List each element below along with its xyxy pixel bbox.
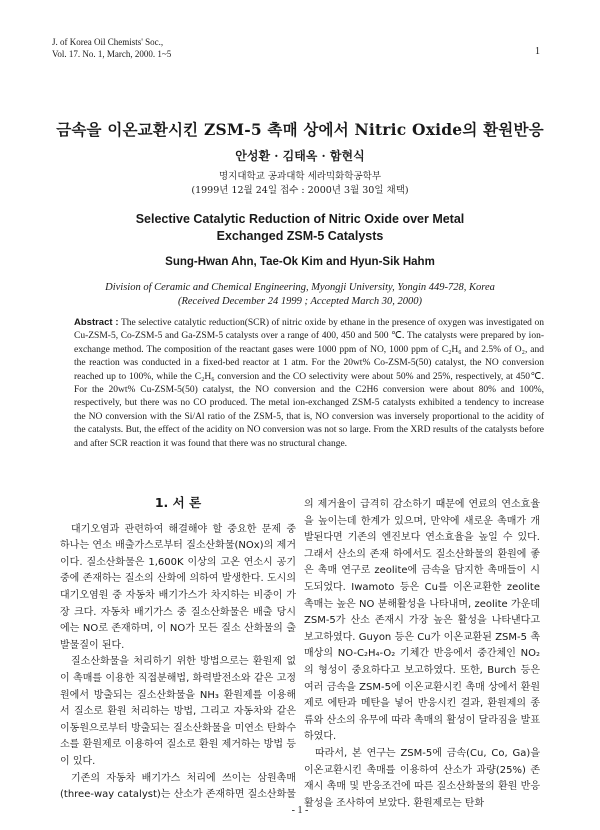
korean-authors: 안성환 · 김태옥 · 함현식 bbox=[235, 149, 365, 163]
korean-affiliation-block bbox=[0, 170, 600, 198]
journal-citation bbox=[52, 36, 171, 60]
english-affiliation-block bbox=[0, 281, 600, 309]
abstract bbox=[74, 316, 544, 451]
english-title-line-2: Exchanged ZSM-5 Catalysts bbox=[216, 229, 384, 243]
abstract-label: Abstract : bbox=[74, 317, 119, 328]
left-paragraph-1: 대기오염과 관련하여 해결해야 할 중요한 문제 중 하나는 연소 배출가스로부터 질소산화물(NOx)의 제거이다. 질소산화물은 1,600K 이상의 고온 연소시 공기 중에 존재하는 질소의 산화에 의하여 발생한다. 도시의 대기오염원 중 자동차 배기가스가 차지하는 비중이 가장 크다. 자동차 배기가스 중 질소산화물은 배출 당시에는 NO로 존재하며, 이 NO가 모든 질소 산화물의 출발물질이 된다. bbox=[60, 523, 296, 651]
right-column bbox=[304, 497, 540, 812]
english-title-line-1: Selective Catalytic Reduction of Nitric Oxide over Metal bbox=[135, 212, 465, 226]
abstract-text: The selective catalytic reduction(SCR) of nitric oxide by ethane in the presence of oxygen was investigated on Cu-ZSM-5, Co-ZSM-5 and Ga-ZSM-5 catalysts over a range of 400, 450 and 500 ℃. The catalysts were prepared by ion-exchange method. The composition of the reactant gases were 1000 ppm of NO, 1000 ppm of C₂H₆ and 2.5% of O₂, and the reaction was conducted in a fixed-bed reactor at 1 atm. For the 20wt% Co-ZSM-5(50) catalyst, the NO conversion reached up to 100%, while the C₂H₆ conversion and the CO selectivity were about 50% and 25%, respectively, at 450℃. For the 20wt% Cu-ZSM-5(50) catalyst, the NO conversion and the C2H6 conversion were about 80% and 100%, respectively, but there was no CO produced. The metal ion-exchanged ZSM-5 catalysts exhibited a tendency to increase the NO conversion with the Si/Al ratio of the ZSM-5, that is, NO conversion was inversely proportional to the acidity of the catalysts. But, the effect of the acidity on NO conversion was not so large. From the XRD results of the catalysts before and after SCR reaction it was found that there was no structural change. bbox=[74, 318, 544, 449]
journal-line-2: Vol. 17. No. 1, March, 2000. 1~5 bbox=[52, 49, 172, 59]
right-paragraph-1: 의 제거율이 급격히 감소하기 때문에 연료의 연소효율을 높이는데 한계가 있으며, 만약에 새로운 촉매가 개발된다면 기존의 엔진보다 연소효율을 높일 수 있다. 그래서 산소의 존재 하에서도 질소산화물의 환원에 좋은 촉매 연구로 zeolite에 금속을 담지한 촉매들이 시도되었다. Iwamoto 등은 Cu를 이온교환한 zeolite 촉매는 높은 NO 분해활성을 나타내며, zeolite 가운데 ZSM-5가 산소 존재시 가장 높은 활성을 나타낸다고 보고하였다. Guyon 등은 Cu가 이온교환된 ZSM-5 촉매상의 NO-C₂H₄-O₂ 기체간 반응에서 중간체인 NO₂의 형성이 중요하다고 보고하였다. 또한, Burch 등은 여러 금속을 ZSM-5에 이온교환시킨 촉매 상에서 환원제로 에탄과 메탄을 넣어 반응시킨 결과, 환원제의 종류와 산소의 유무에 따라 촉매의 활성이 달라짐을 발표하였다. bbox=[304, 499, 540, 743]
journal-line-1: J. of Korea Oil Chemists' Soc., bbox=[52, 37, 164, 47]
left-paragraph-2: 질소산화물을 처리하기 위한 방법으로는 환원제 없이 촉매를 이용한 직접분해법, 화력발전소와 같은 고정원에서 방출되는 질소산화물을 NH₃ 환원제를 이용해서 질소로 환원 처리하는 방법, 그리고 자동차와 같은 이동원으로부터 방출되는 질소산화물을 미연소 탄화수소를 환원제로 이용하여 질소로 환원 제거하는 방법 등이 있다. bbox=[60, 656, 296, 767]
left-paragraph-3: 기존의 자동차 배기가스 처리에 쓰이는 삼원촉매(three-way catalyst)는 산소가 존재하면 질소산화물 bbox=[60, 772, 296, 801]
page-number-top: 1 bbox=[535, 46, 540, 57]
english-authors: Sung-Hwan Ahn, Tae-Ok Kim and Hyun-Sik Hahm bbox=[165, 256, 435, 268]
english-affiliation: Division of Ceramic and Chemical Engineering, Myongji University, Yongin 449-728, Korea bbox=[105, 282, 495, 293]
section-title-introduction: 1. 서 론 bbox=[154, 495, 202, 510]
page-footer-number: - 1 - bbox=[291, 805, 309, 816]
right-paragraph-2: 따라서, 본 연구는 ZSM-5에 금속(Cu, Co, Ga)을 이온교환시킨 촉매를 이용하여 산소가 과량(25%) 존재시 촉매 및 반응조건에 따른 질소산화물의 환원 반응활성을 조사하여 보았다. 환원제로는 탄화 bbox=[304, 747, 540, 809]
left-column bbox=[60, 495, 296, 804]
korean-dates: (1999년 12월 24일 접수 : 2000년 3월 30일 채택) bbox=[191, 185, 409, 196]
english-title bbox=[0, 211, 600, 245]
korean-title: 금속을 이온교환시킨 ZSM-5 촉매 상에서 Nitric Oxide의 환원반응 bbox=[56, 120, 544, 139]
korean-affiliation: 명지대학교 공과대학 세라믹화학공학부 bbox=[218, 171, 382, 182]
english-dates: (Received December 24 1999 ; Accepted March 30, 2000) bbox=[177, 296, 423, 307]
